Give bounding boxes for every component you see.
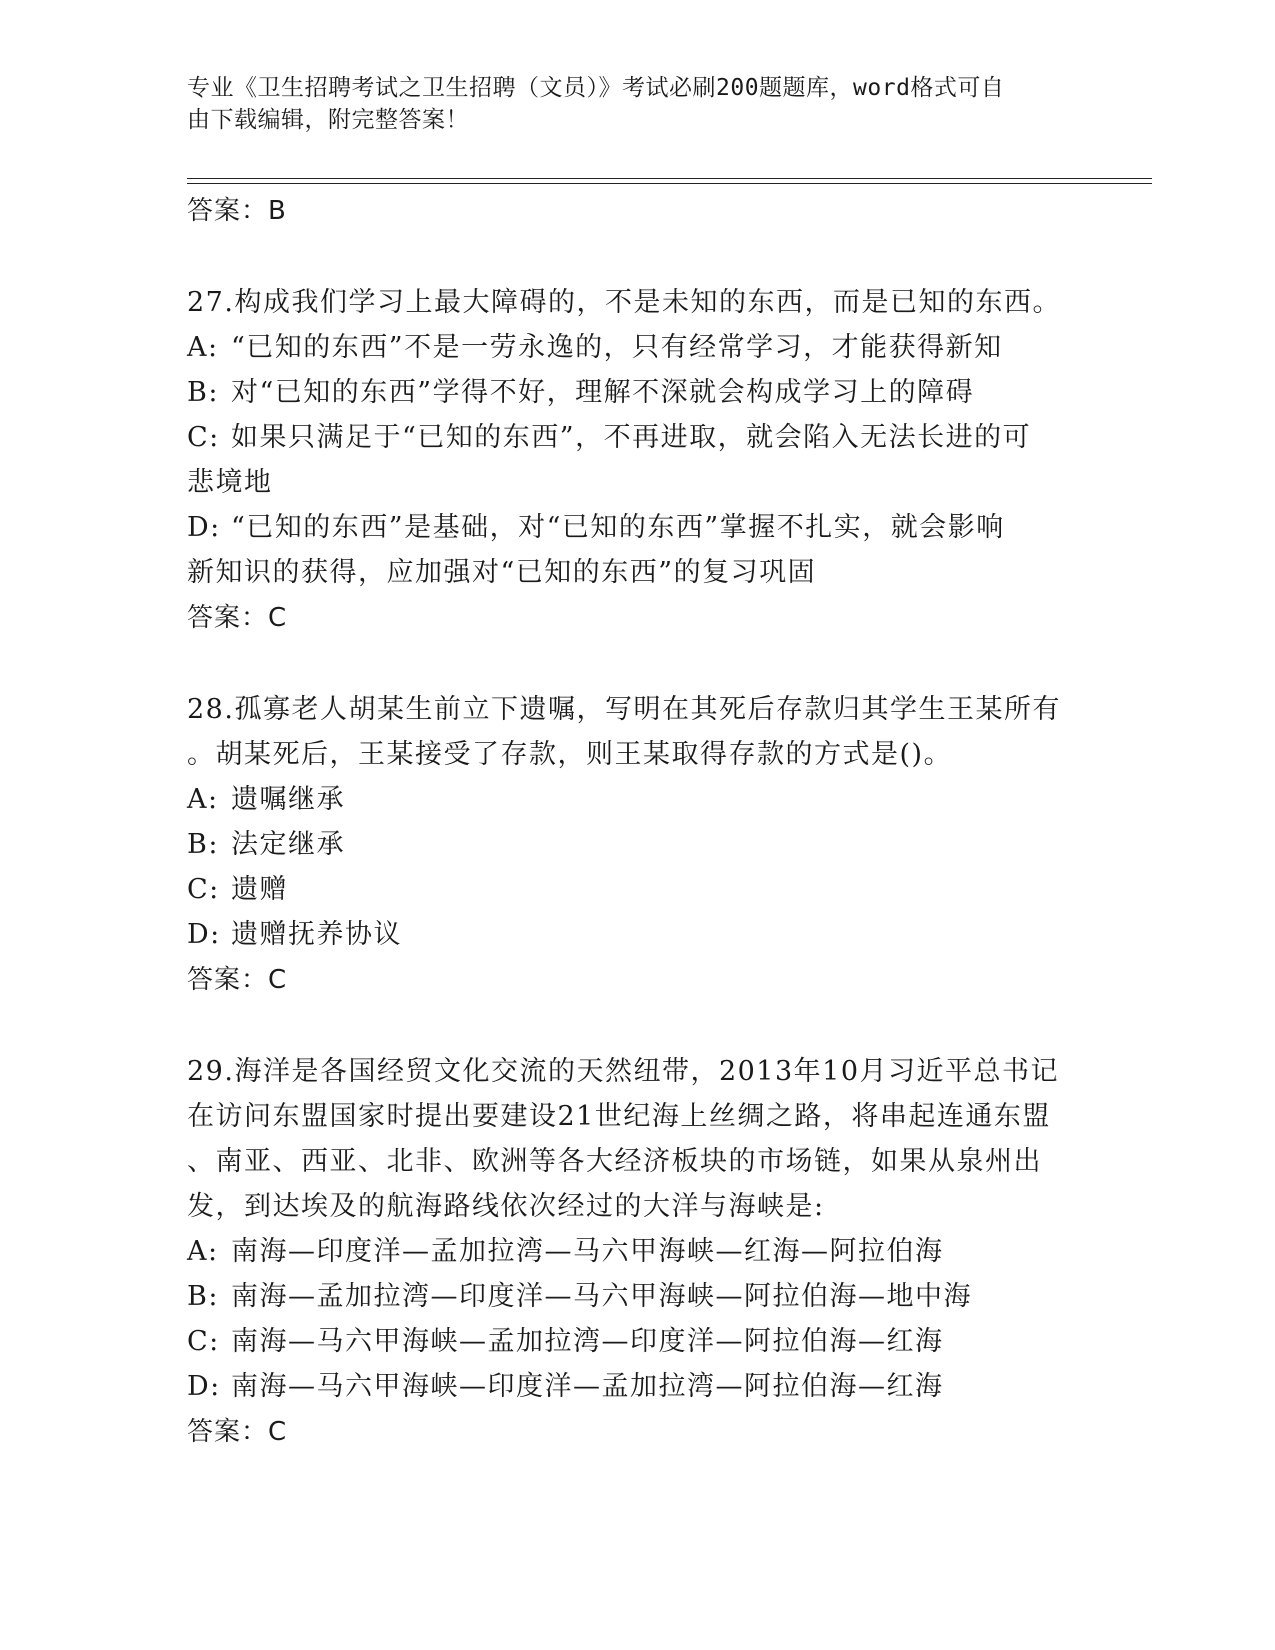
option-a [187,325,1087,370]
question-text-continued: 、南亚、西亚、北非、欧洲等各大经济板块的市场链，如果从泉州出 [187,1146,1042,1177]
option-text: 对“已知的东西”学得不好，理解不深就会构成学习上的障碍 [231,377,975,408]
option-key: C: [187,874,220,905]
option-text: 遗赠抚养协议 [231,919,402,950]
option-key: B: [187,377,219,408]
option-c [187,867,1087,912]
option-text: 南海—马六甲海峡—印度洋—孟加拉湾—阿拉伯海—红海 [231,1371,944,1402]
question-text-continued: 在访问东盟国家时提出要建设21世纪海上丝绸之路，将串起连通东盟 [187,1101,1051,1132]
question-text-continued: 。胡某死后，王某接受了存款，则王某取得存款的方式是()。 [187,739,953,770]
option-a [187,1229,1087,1274]
option-d [187,505,1087,550]
option-key: D: [187,919,221,950]
option-key: A: [187,332,219,363]
answer-line: 答案：C [187,603,288,633]
option-text: “已知的东西”不是一劳永逸的，只有经常学习，才能获得新知 [231,332,1003,363]
option-a [187,777,1087,822]
question-list [187,188,1087,1455]
option-key: A: [187,784,219,815]
option-c [187,415,1087,460]
option-key: D: [187,1371,221,1402]
document-header [187,72,1087,136]
header-line-1: 专业《卫生招聘考试之卫生招聘（文员）》考试必刷200题题库，word格式可自 [187,75,1005,101]
answer-line: 答案：B [187,196,287,226]
option-c [187,1319,1087,1364]
option-d [187,1364,1087,1409]
option-b [187,370,1087,415]
option-key: A: [187,1236,219,1267]
option-c-continued: 悲境地 [187,467,273,498]
option-text: 如果只满足于“已知的东西”，不再进取，就会陷入无法长进的可 [231,422,1032,453]
option-b [187,1274,1087,1319]
option-key: C: [187,422,220,453]
option-d-continued: 新知识的获得，应加强对“已知的东西”的复习巩固 [187,557,817,588]
header-divider-bottom [187,183,1152,184]
header-divider-top [187,178,1152,179]
option-key: C: [187,1326,220,1357]
answer-line: 答案：C [187,965,288,995]
option-text: 遗嘱继承 [231,784,345,815]
question-28 [187,687,1087,1003]
option-text: 南海—马六甲海峡—孟加拉湾—印度洋—阿拉伯海—红海 [231,1326,944,1357]
option-d [187,912,1087,957]
answer-line: 答案：C [187,1417,288,1447]
option-key: B: [187,829,219,860]
option-text: 南海—孟加拉湾—印度洋—马六甲海峡—阿拉伯海—地中海 [231,1281,972,1312]
option-text: “已知的东西”是基础，对“已知的东西”掌握不扎实，就会影响 [231,512,1005,543]
option-b [187,822,1087,867]
option-text: 法定继承 [231,829,345,860]
question-29 [187,1049,1087,1455]
question-text-continued: 发，到达埃及的航海路线依次经过的大洋与海峡是: [187,1191,825,1222]
option-key: D: [187,512,221,543]
question-text: 27.构成我们学习上最大障碍的，不是未知的东西，而是已知的东西。 [187,287,1061,318]
option-text: 南海—印度洋—孟加拉湾—马六甲海峡—红海—阿拉伯海 [231,1236,944,1267]
question-text: 29.海洋是各国经贸文化交流的天然纽带，2013年10月习近平总书记 [187,1056,1060,1087]
option-text: 遗赠 [231,874,288,905]
question-27 [187,280,1087,641]
header-line-2: 由下载编辑，附完整答案！ [187,107,469,133]
question-text: 28.孤寡老人胡某生前立下遗嘱，写明在其死后存款归其学生王某所有 [187,694,1061,725]
option-key: B: [187,1281,219,1312]
